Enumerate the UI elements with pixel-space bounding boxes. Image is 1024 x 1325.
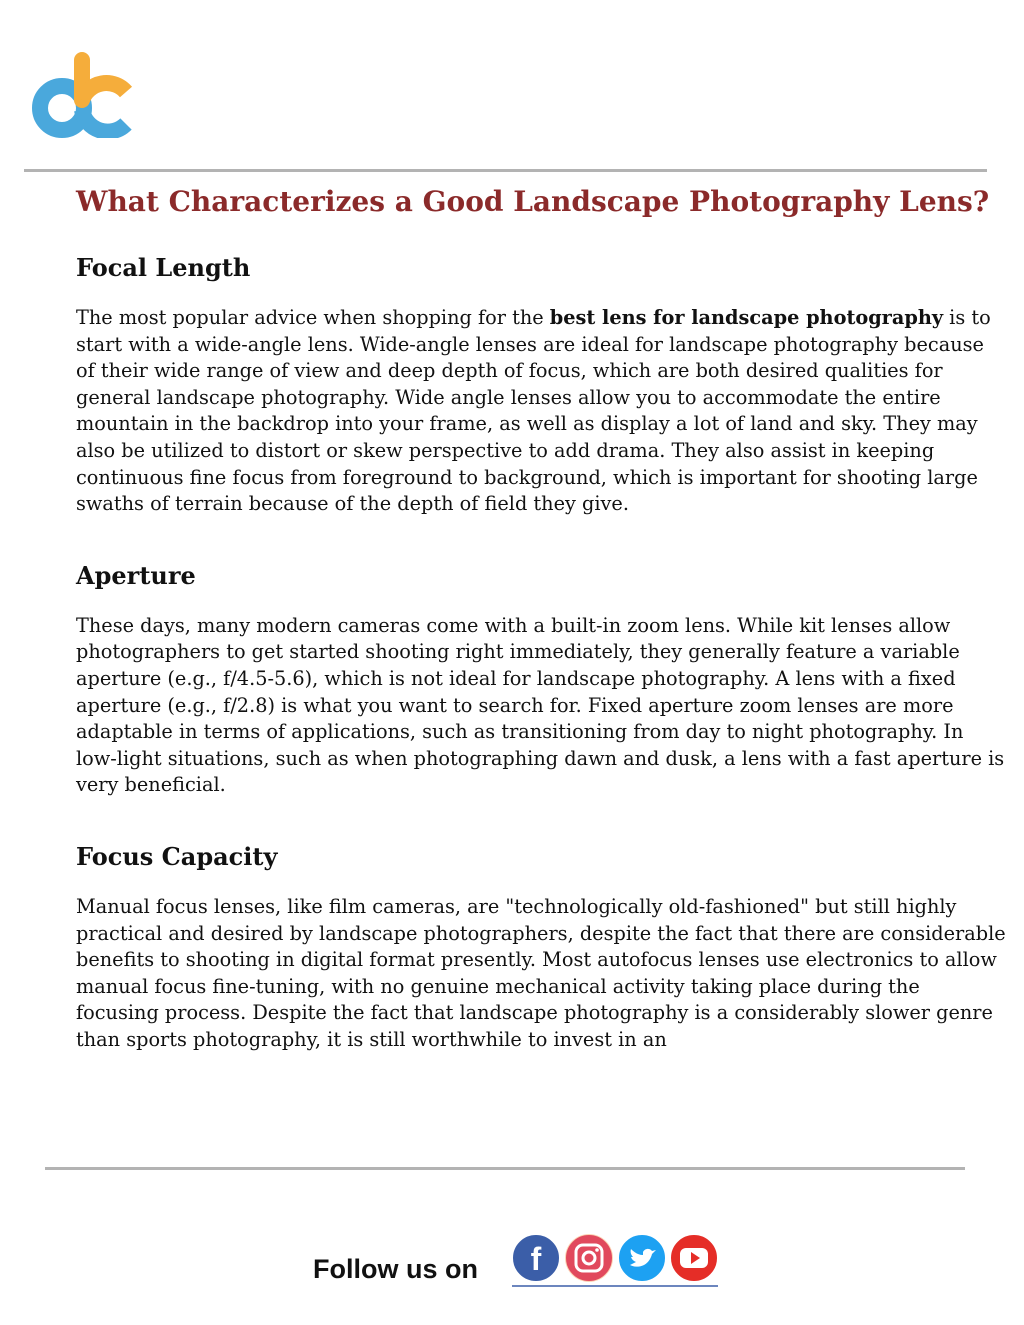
section-body-focal-length	[76, 305, 1006, 518]
social-links	[510, 1232, 720, 1288]
section-heading-focus-capacity: Focus Capacity	[76, 841, 278, 871]
instagram-icon[interactable]	[565, 1234, 613, 1282]
section-body-aperture: These days, many modern cameras come with a built-in zoom lens. While kit lenses allow photographers to get started shooting right immediately, they generally feature a variable aperture (e.g., f/4.5-5.6), which is not ideal for landscape photography. A lens with a fixed aperture (e.g., f/2.8) is what you want to search for. Fixed aperture zoom lenses are more adaptable in terms of applications, such as transitioning from day to night photography. In low-light situations, such as when photographing dawn and dusk, a lens with a fast aperture is very beneficial.	[76, 613, 1005, 797]
footer-divider	[45, 1167, 965, 1170]
bold-keyword-link[interactable]: best lens for landscape photography	[549, 306, 944, 329]
body-text: is to start with a wide-angle lens. Wide-angle lenses are ideal for landscape photography because of their wide range of view and deep depth of focus, which are both desired qualities for general landscape photography. Wide angle lenses allow you to accommodate the entire mountain in the backdrop into your frame, as well as display a lot of land and sky. They may also be utilized to distort or skew perspective to add drama. They also assist in keeping continuous fine focus from foreground to background, which is important for shooting large swaths of terrain because of the depth of field they give.	[76, 306, 991, 516]
section-heading-aperture: Aperture	[76, 560, 196, 590]
dc-logo	[22, 48, 134, 138]
twitter-icon[interactable]	[618, 1234, 666, 1282]
follow-us-label: Follow us on	[313, 1254, 478, 1284]
body-text: The most popular advice when shopping for the	[76, 306, 550, 329]
facebook-icon[interactable]	[512, 1234, 560, 1282]
article	[76, 180, 1006, 1053]
article-title: What Characterizes a Good Landscape Photography Lens?	[76, 185, 990, 218]
header-divider	[24, 169, 987, 172]
section-body-focus-capacity: Manual focus lenses, like film cameras, are "technologically old-fashioned" but still highly practical and desired by landscape photographers, despite the fact that there are considerable benefits to shooting in digital format presently. Most autofocus lenses use electronics to allow manual focus fine-tuning, with no genuine mechanical activity taking place during the focusing process. Despite the fact that landscape photography is a considerably slower genre than sports photography, it is still worthwhile to invest in an	[76, 894, 1006, 1051]
section-heading-focal-length: Focal Length	[76, 253, 251, 282]
svg-text:f: f	[530, 1241, 542, 1277]
youtube-icon[interactable]	[670, 1234, 718, 1282]
